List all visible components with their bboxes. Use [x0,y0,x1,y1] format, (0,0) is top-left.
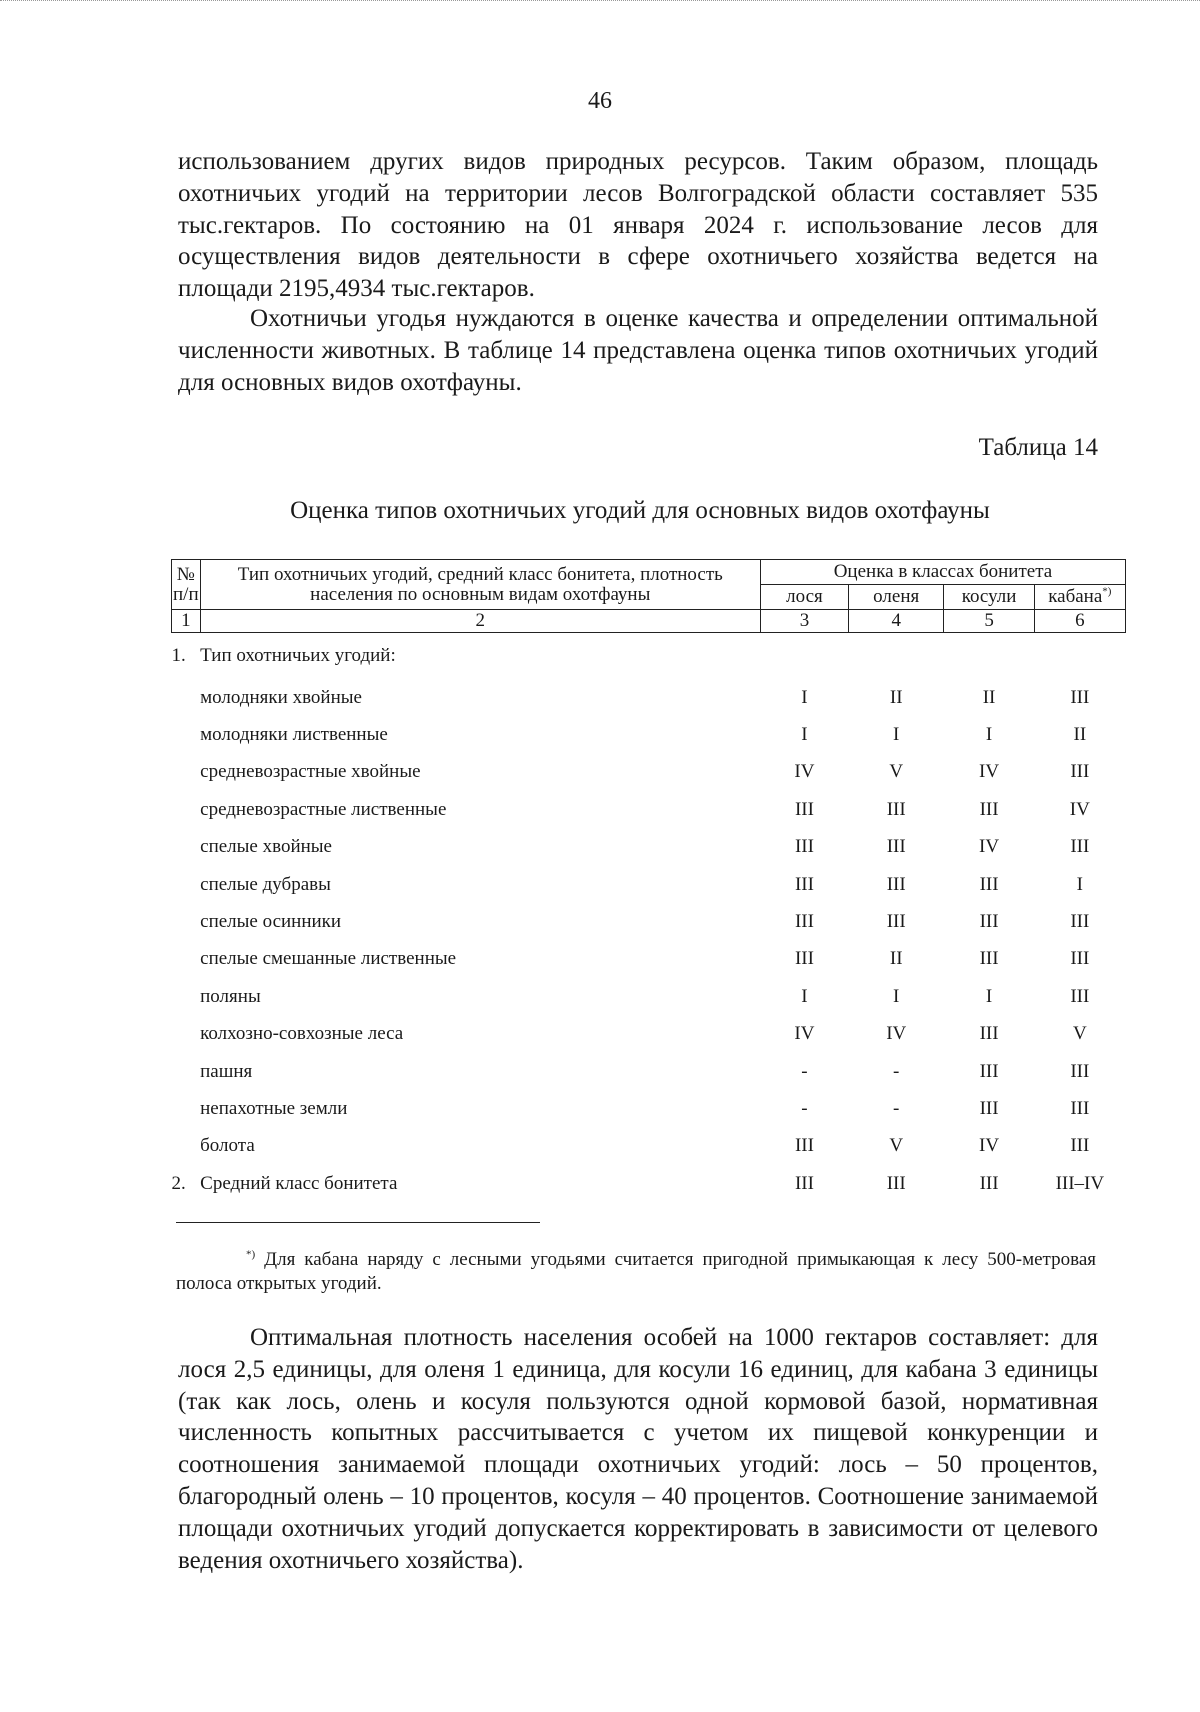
row-number-cell [172,941,201,978]
section-1-number: 1. [171,645,186,666]
class-moose: III [794,911,814,933]
class-moose: III [794,836,814,858]
scan-edge [0,0,1200,1]
class-roe: IV [979,761,1000,783]
table-label: Таблица 14 [978,434,1098,461]
table-row [172,679,1126,716]
section-1-label: Тип охотничьих угодий: [200,645,396,666]
class-boar: III [1070,948,1090,970]
class-roe: III [979,911,999,933]
table-row [172,1053,1126,1090]
table-row [172,1016,1126,1053]
class-moose: III [794,798,814,820]
habitat-name: средневозрастные хвойные [200,761,421,783]
section-2-roe: III [979,1172,999,1194]
class-roe: III [979,873,999,895]
class-moose: III [794,948,814,970]
table-row [172,941,1126,978]
class-deer: - [893,1060,900,1082]
class-moose: I [801,724,808,746]
table-row [172,791,1126,828]
row-number-cell [172,866,201,903]
col-number-3: 3 [760,610,848,633]
section-1-row [172,633,1126,680]
class-deer: III [886,798,906,820]
class-boar: I [1076,873,1083,895]
row-number-cell [172,903,201,940]
habitat-name: спелые смешанные лиственные [200,948,457,970]
section-2-row [172,1165,1126,1202]
class-moose: I [801,686,808,708]
class-roe: III [979,1097,999,1119]
section-2-moose: III [794,1172,814,1194]
header-group: Оценка в классах бонитета [760,560,1125,585]
header-moose: лося [760,585,848,610]
header-type-line2: населения по основным видам охотфауны [310,583,651,605]
class-moose: III [794,1135,814,1157]
row-number-cell [172,791,201,828]
paragraph-1: использованием других видов природных ресурсов. Таким образом, площадь охотничьих угодий на территории лесов Волгоградской области составляет 535 тыс.гектаров. По состоянию на 01 января 2024 г. использование лесов для осуществления видов деятельности в сфере охотничьего хозяйства ведется на площади 2195,4934 тыс.гектаров. [178,148,1098,303]
class-moose: III [794,873,814,895]
col-number-6: 6 [1034,610,1125,633]
class-deer: V [889,761,904,783]
class-boar: III [1070,761,1090,783]
class-moose: IV [794,1023,815,1045]
header-number [172,560,201,610]
row-number-cell [172,754,201,791]
col-number-1: 1 [172,610,201,633]
habitat-name: молодняки лиственные [200,724,388,746]
table-row [172,978,1126,1015]
habitat-name: спелые хвойные [200,836,332,858]
row-number-cell [172,716,201,753]
class-deer: - [893,1097,900,1119]
header-type-line1: Тип охотничьих угодий, средний класс бонитета, плотность [237,563,723,585]
class-boar: III [1070,1135,1090,1157]
section-2-boar: III–IV [1055,1172,1105,1194]
class-boar: III [1070,686,1090,708]
class-roe: III [979,1023,999,1045]
habitat-name: пашня [200,1060,253,1082]
col-number-5: 5 [944,610,1034,633]
habitat-name: болота [200,1135,255,1157]
class-deer: I [893,724,900,746]
footnote-divider [176,1222,540,1223]
habitat-name: поляны [200,985,261,1007]
footnote-mark: *) [246,1248,256,1261]
page-number: 46 [588,88,612,114]
class-roe: I [985,724,993,746]
class-boar: IV [1069,798,1090,820]
table-title: Оценка типов охотничьих угодий для основных видов охотфауны [290,497,990,524]
class-deer: II [889,948,903,970]
table-row [172,866,1126,903]
table-row [172,829,1126,866]
footnote [176,1248,1096,1296]
habitat-name: спелые дубравы [200,873,331,895]
section-2-label: Средний класс бонитета [200,1172,398,1194]
col-number-2: 2 [200,610,760,633]
header-number-line1: № [176,563,195,585]
class-boar: III [1070,985,1090,1007]
table-row [172,1090,1126,1127]
paragraph-2: Охотничьи угодья нуждаются в оценке качества и определении оптимальной численности животных. В таблице 14 представлена оценка типов охотничьих угодий для основных видов охотфауны. [178,305,1098,396]
class-moose: - [801,1097,808,1119]
section-2-deer: III [886,1172,906,1194]
class-boar: III [1070,911,1090,933]
class-deer: II [889,686,903,708]
header-type [200,560,760,610]
table-row [172,903,1126,940]
row-number-cell [172,1053,201,1090]
row-number-cell [172,1090,201,1127]
table-row [172,754,1126,791]
class-boar: III [1070,836,1090,858]
header-boar-mark: *) [1102,585,1112,598]
class-roe: II [982,686,996,708]
class-roe: IV [979,836,1000,858]
table-row [172,1128,1126,1165]
row-number-cell [172,829,201,866]
class-deer: IV [886,1023,907,1045]
class-roe: I [985,985,993,1007]
class-deer: III [886,911,906,933]
section-2-number: 2. [171,1172,186,1194]
class-deer: III [886,836,906,858]
class-boar: II [1073,724,1087,746]
header-boar-label: кабана [1048,586,1103,607]
class-moose: IV [794,761,815,783]
habitat-name: колхозно-совхозные леса [200,1023,404,1045]
bonitet-table [171,559,1126,1202]
class-moose: - [801,1060,808,1082]
header-roe: косули [944,585,1034,610]
col-number-4: 4 [848,610,944,633]
row-number-cell [172,1128,201,1165]
table-row [172,716,1126,753]
class-boar: III [1070,1060,1090,1082]
row-number-cell [172,679,201,716]
class-boar: V [1072,1023,1087,1045]
paragraph-3: Оптимальная плотность населения особей на 1000 гектаров составляет: для лося 2,5 единицы, для оленя 1 единица, для косули 16 единиц, для кабана 3 единицы (так как лось, олень и косуля пользуются одной кормовой базой, нормативная численность копытных рассчитывается с учетом их пищевой конкуренции и соотношения занимаемой площади охотничьих угодий: лось – 50 процентов, благородный олень – 10 процентов, косуля – 40 процентов. Соотношение занимаемой площади охотничьих угодий допускается корректировать в зависимости от целевого ведения охотничьего хозяйства). [178,1324,1098,1574]
class-roe: III [979,1060,999,1082]
class-deer: III [886,873,906,895]
habitat-name: молодняки хвойные [200,686,362,708]
class-boar: III [1070,1097,1090,1119]
header-number-line2: п/п [173,583,199,605]
footnote-text: Для кабана наряду с лесными угодьями считается пригодной примыкающая к лесу 500-метровая полоса открытых угодий. [176,1249,1096,1294]
class-moose: I [801,985,808,1007]
class-deer: I [893,985,900,1007]
class-roe: III [979,948,999,970]
habitat-name: непахотные земли [200,1097,348,1119]
class-roe: III [979,798,999,820]
habitat-name: средневозрастные лиственные [200,798,447,820]
table-body [172,633,1126,1203]
class-roe: IV [979,1135,1000,1157]
habitat-name: спелые осинники [200,911,342,933]
row-number-cell [172,1016,201,1053]
header-boar [1034,585,1125,610]
class-deer: V [889,1135,904,1157]
header-deer: оленя [848,585,944,610]
row-number-cell [172,978,201,1015]
